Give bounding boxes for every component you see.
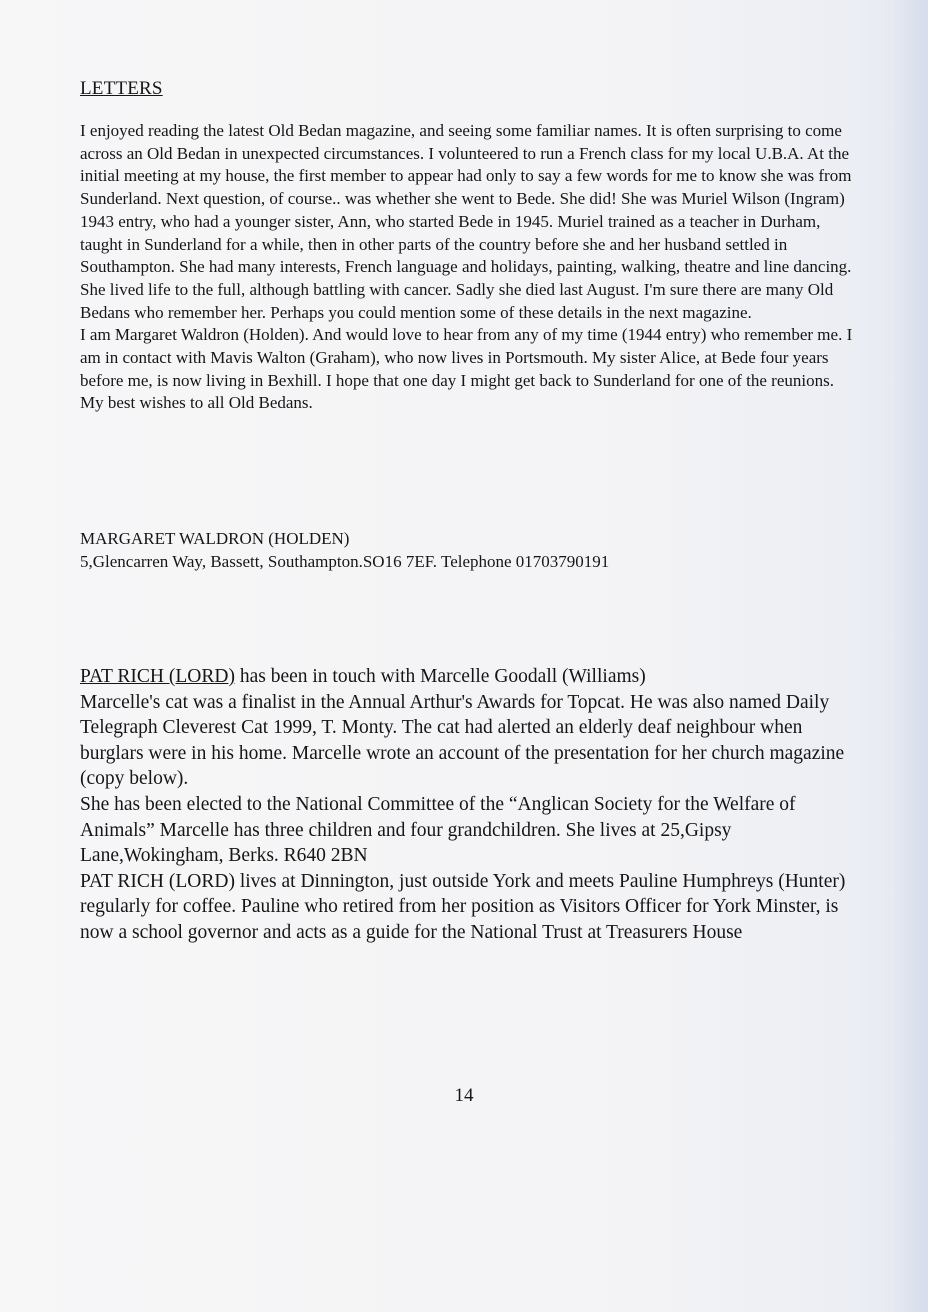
letter-closing: My best wishes to all Old Bedans. xyxy=(80,393,313,413)
news-paragraph: Marcelle's cat was a finalist in the Annual Arthur's Awards for Topcat. He was also named Daily Telegraph Cleverest Cat 1999, T. Monty. The cat had alerted an elderly deaf neighbour when burglars were in his home. Marcelle wrote an account of the presentation for her church magazine (copy below). xyxy=(80,691,845,790)
page-edge-shadow xyxy=(892,0,928,1312)
news-name: PAT RICH (LORD) xyxy=(80,666,235,687)
letter-paragraph: I am Margaret Waldron (Holden). And would love to hear from any of my time (1944 entry) who remember me. I am in contact with Mavis Walton (Graham), who now lives in Portsmouth. My sister Alice, at Bede four years before me, is now living in Bexhill. I hope that one day I might get back to Sunderland for one of the reunions. xyxy=(80,325,853,390)
news-section xyxy=(80,664,860,946)
letter-body xyxy=(80,120,860,415)
letter-address: 5,Glencarren Way, Bassett, Southampton.SO16 7EF. Telephone 01703790191 xyxy=(80,552,610,571)
page-number: 14 xyxy=(454,1085,474,1106)
news-paragraph: She has been elected to the National Committee of the “Anglican Society for the Welfare of Animals” Marcelle has three children and four grandchildren. She lives at 25,Gipsy Lane,Wokingham, Berks. R640 2BN xyxy=(80,793,796,867)
letter-signature xyxy=(80,527,860,573)
letter-paragraph: I enjoyed reading the latest Old Bedan magazine, and seeing some familiar names. It is often surprising to come across an Old Bedan in unexpected circumstances. I volunteered to run a French class for my local U.B.A. At the initial meeting at my house, the first member to appear had only to say a few words for me to know she was from Sunderland. Next question, of course.. was whether she went to Bede. She did! She was Muriel Wilson (Ingram) 1943 entry, who had a younger sister, Ann, who started Bede in 1945. Muriel trained as a teacher in Durham, taught in Sunderland for a while, then in other parts of the country before she and her husband settled in Southampton. She had many interests, French language and holidays, painting, walking, theatre and line dancing. She lived life to the full, although battling with cancer. Sadly she died last August. I'm sure there are many Old Bedans who remember her. Perhaps you could mention some of these details in the next magazine. xyxy=(80,121,852,322)
letter-author: MARGARET WALDRON (HOLDEN) xyxy=(80,529,350,548)
news-intro: has been in touch with Marcelle Goodall (Williams) xyxy=(234,666,646,687)
news-paragraph: PAT RICH (LORD) lives at Dinnington, just outside York and meets Pauline Humphreys (Hunter) regularly for coffee. Pauline who retired from her position as Visitors Officer for York Minster, is now a school governor and acts as a guide for the National Trust at Treasurers House xyxy=(80,870,846,943)
news-paragraph xyxy=(80,664,860,690)
page-heading: LETTERS xyxy=(80,78,163,99)
